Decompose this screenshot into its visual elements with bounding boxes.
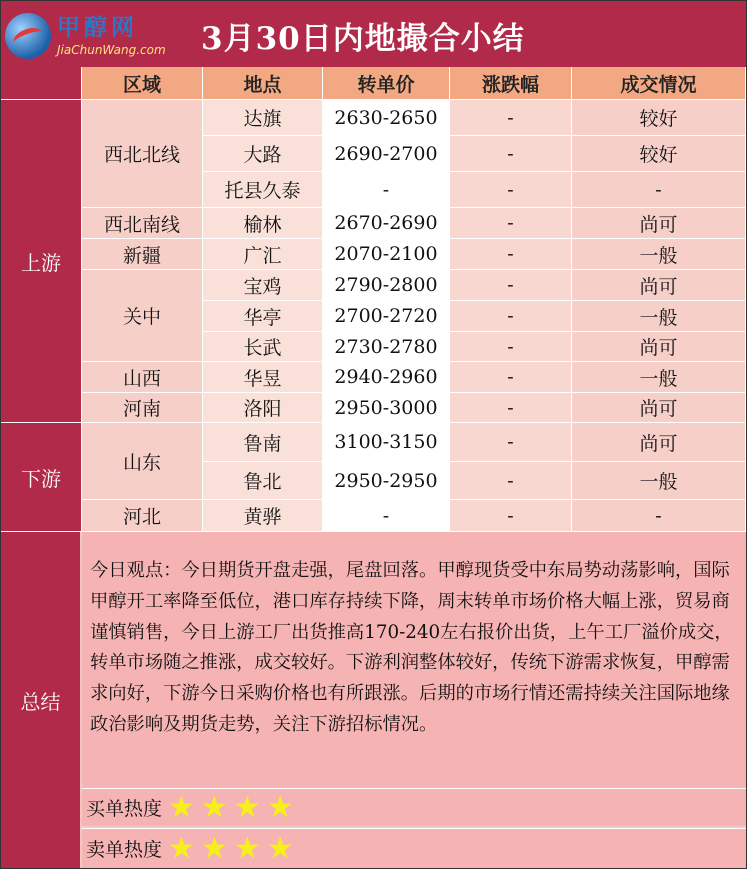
star-icon: ★ — [266, 830, 294, 866]
site-logo[interactable] — [5, 9, 175, 63]
region-upstream: 上游 — [1, 100, 82, 423]
summary-text: 今日观点：今日期货开盘走强，尾盘回落。甲醇现货受中东局势动荡影响，国际甲醇开工率降至低位，港口库存持续下降，周末转单市场价格大幅上涨，贸易商谨慎销售，今日上游工厂出货推高170-240左右报价出货，上午工厂溢价成交，转单市场随之推涨，成交较好。下游利润整体较好，传统下游需求恢复，甲醇需求向好，下游今日采购价格也有所跟涨。后期的市场行情还需持续关注国际地缘政治影响及期货走势，关注下游招标情况。 — [82, 532, 746, 788]
location-cell: 鲁南 — [203, 423, 323, 462]
col-header-deal: 成交情况 — [572, 67, 746, 100]
location-cell: 华昱 — [203, 362, 323, 393]
deal-cell: 尚可 — [572, 393, 746, 423]
sell-heat-label: 卖单热度 — [86, 839, 163, 861]
change-cell: - — [450, 100, 572, 136]
district-cell: 西北南线 — [82, 208, 203, 239]
page-header — [1, 1, 746, 67]
deal-cell: 较好 — [572, 136, 746, 172]
location-cell: 托县久泰 — [203, 172, 323, 208]
district-cell: 关中 — [82, 270, 203, 362]
price-cell: 2630-2650 — [323, 100, 450, 136]
change-cell: - — [450, 423, 572, 462]
change-cell: - — [450, 462, 572, 500]
price-cell: 2670-2690 — [323, 208, 450, 239]
header-corner — [1, 67, 82, 100]
price-cell: 2950-3000 — [323, 393, 450, 423]
sell-heat-row — [82, 828, 746, 868]
price-cell: 2950-2950 — [323, 462, 450, 500]
deal-cell: 一般 — [572, 462, 746, 500]
page-title: 3月30日内地撮合小结 — [201, 21, 525, 57]
location-cell: 宝鸡 — [203, 270, 323, 301]
district-cell: 西北北线 — [82, 100, 203, 208]
district-cell: 山东 — [82, 423, 203, 500]
district-cell: 河北 — [82, 500, 203, 532]
change-cell: - — [450, 362, 572, 393]
price-cell: 2070-2100 — [323, 239, 450, 270]
location-cell: 长武 — [203, 332, 323, 362]
star-icon: ★ — [233, 789, 261, 825]
location-cell: 华亭 — [203, 301, 323, 332]
star-icon: ★ — [168, 789, 195, 825]
logo-emblem-icon — [5, 13, 51, 59]
price-cell: 3100-3150 — [323, 423, 450, 462]
deal-cell: - — [572, 172, 746, 208]
change-cell: - — [450, 172, 572, 208]
deal-cell: 尚可 — [572, 270, 746, 301]
buy-heat-stars — [168, 789, 300, 825]
change-cell: - — [450, 136, 572, 172]
star-icon: ★ — [266, 789, 294, 825]
deal-cell: 一般 — [572, 362, 746, 393]
change-cell: - — [450, 270, 572, 301]
region-summary: 总结 — [1, 532, 80, 868]
district-cell: 新疆 — [82, 239, 203, 270]
region-downstream: 下游 — [1, 423, 82, 532]
buy-heat-label: 买单热度 — [86, 798, 163, 820]
deal-cell: 尚可 — [572, 208, 746, 239]
star-icon: ★ — [200, 830, 228, 866]
col-header-price: 转单价 — [323, 67, 450, 100]
price-cell: 2700-2720 — [323, 301, 450, 332]
star-icon: ★ — [168, 830, 195, 866]
price-cell: - — [323, 500, 450, 532]
col-header-region: 区域 — [82, 67, 203, 100]
change-cell: - — [450, 332, 572, 362]
price-cell: 2790-2800 — [323, 270, 450, 301]
location-cell: 鲁北 — [203, 462, 323, 500]
district-cell: 山西 — [82, 362, 203, 393]
deal-cell: - — [572, 500, 746, 532]
change-cell: - — [450, 301, 572, 332]
deal-cell: 较好 — [572, 100, 746, 136]
price-cell: 2690-2700 — [323, 136, 450, 172]
star-icon: ★ — [233, 830, 261, 866]
change-cell: - — [450, 500, 572, 532]
location-cell: 广汇 — [203, 239, 323, 270]
deal-cell: 尚可 — [572, 423, 746, 462]
logo-text-en: JiaChunWang.com — [57, 43, 166, 57]
deal-cell: 尚可 — [572, 332, 746, 362]
location-cell: 黄骅 — [203, 500, 323, 532]
price-cell: 2940-2960 — [323, 362, 450, 393]
district-cell: 河南 — [82, 393, 203, 423]
buy-heat-row — [82, 788, 746, 826]
location-cell: 榆林 — [203, 208, 323, 239]
location-cell: 大路 — [203, 136, 323, 172]
price-cell: 2730-2780 — [323, 332, 450, 362]
price-cell: - — [323, 172, 450, 208]
change-cell: - — [450, 393, 572, 423]
logo-text-cn: 甲醇网 — [57, 14, 138, 41]
deal-cell: 一般 — [572, 239, 746, 270]
location-cell: 洛阳 — [203, 393, 323, 423]
star-icon: ★ — [200, 789, 228, 825]
location-cell: 达旗 — [203, 100, 323, 136]
col-header-change: 涨跌幅 — [450, 67, 572, 100]
sell-heat-stars — [168, 830, 300, 866]
col-header-location: 地点 — [203, 67, 323, 100]
deal-cell: 一般 — [572, 301, 746, 332]
change-cell: - — [450, 239, 572, 270]
change-cell: - — [450, 208, 572, 239]
